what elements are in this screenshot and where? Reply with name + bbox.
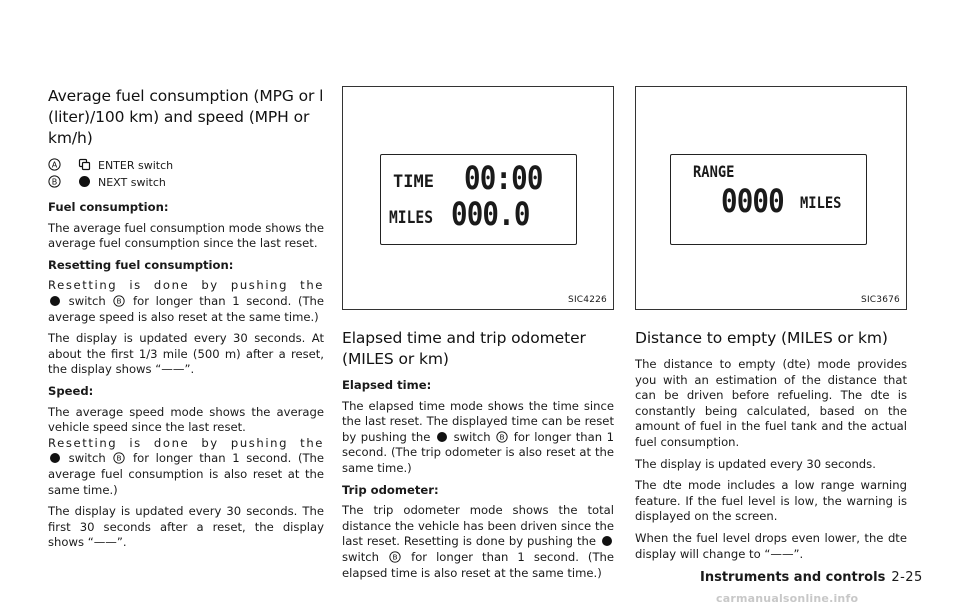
paragraph-fuel-update: The display is updated every 30 seconds. At about the first 1/3 mile (500 m) after a reset, the display shows “——”.: [48, 331, 324, 377]
paragraph-fuel-consumption: The average fuel consumption mode shows the average fuel consumption since the last reset.: [48, 220, 324, 251]
svg-text:B: B: [116, 453, 122, 463]
paragraph-dte-intro: The distance to empty (dte) mode provides you with an estimation of the distance that can be driven before refueling. The dte is constantly being calculated, based on the amount of fuel in the fuel tank and the actual fuel consumption.: [635, 357, 907, 449]
paragraph-dte-update: The display is updated every 30 seconds.: [635, 456, 876, 471]
subheading-trip-odometer: Trip odometer:: [342, 482, 439, 497]
paragraph-speed-reset-lead: Resetting is done by pushing the: [48, 435, 324, 450]
lcd-range-label: RANGE: [693, 162, 735, 181]
subheading-resetting-fuel: Resetting fuel consumption:: [48, 257, 234, 272]
figure-range-display: [635, 86, 907, 310]
lcd-range-value: 0000: [721, 182, 784, 220]
paragraph-elapsed-time: The elapsed time mode shows the time since the last reset. The displayed time can be reset by pushing the switch B for longer than 1 second. (The trip odometer is also reset at the same time.): [342, 398, 615, 475]
paragraph-reset-lead: Resetting is done by pushing the: [48, 278, 324, 293]
lcd-time-label: TIME: [393, 172, 434, 192]
watermark: carmanualsonline.info: [716, 592, 859, 605]
svg-text:B: B: [116, 296, 122, 306]
figure-code: SIC4226: [568, 295, 607, 305]
next-switch-icon: [49, 452, 61, 464]
callout-a-icon: [48, 158, 61, 171]
svg-text:B: B: [51, 176, 58, 186]
next-switch-icon: [78, 175, 91, 188]
subheading-fuel-consumption: Fuel consumption:: [48, 200, 169, 214]
svg-text:A: A: [51, 159, 58, 169]
column-elapsed-time: [342, 328, 614, 587]
lcd-time-value: 00:00: [464, 159, 543, 197]
next-switch-icon: [49, 295, 61, 307]
callout-b-icon: [389, 551, 401, 563]
paragraph-speed-reset: switch B for longer than 1 second. (The average fuel consumption is also reset at the same time.): [48, 451, 325, 497]
callout-b-icon: [113, 452, 125, 464]
switch-legend: [48, 157, 324, 191]
svg-text:B: B: [499, 432, 505, 442]
svg-text:B: B: [392, 552, 398, 562]
column-distance-to-empty: [635, 328, 907, 568]
lcd-range-unit: MILES: [800, 193, 842, 212]
enter-switch-icon: [78, 158, 92, 171]
paragraph-dte-lower: When the fuel level drops even lower, the dte display will change to “——”.: [635, 530, 907, 561]
page-footer: [700, 570, 923, 585]
section-heading-elapsed-time: Elapsed time and trip odometer (MILES or km): [342, 329, 586, 368]
page-number: 2-25: [891, 570, 923, 585]
paragraph-speed-update: The display is updated every 30 seconds. The first 30 seconds after a reset, the display shows “——”.: [48, 504, 324, 550]
legend-row-next: [48, 174, 324, 191]
lcd-display-range: [670, 154, 867, 245]
paragraph-reset-fuel: switch B for longer than 1 second. (The average speed is also reset at the same time.): [48, 293, 325, 324]
paragraph-dte-warning: The dte mode includes a low range warning feature. If the fuel level is low, the warning is displayed on the screen.: [635, 478, 907, 524]
figure-code: SIC3676: [861, 295, 900, 305]
subheading-elapsed-time: Elapsed time:: [342, 378, 432, 392]
section-heading-distance-to-empty: Distance to empty (MILES or km): [635, 329, 888, 347]
legend-row-enter: [48, 157, 324, 174]
lcd-display-time: [380, 154, 577, 245]
section-heading-average-fuel: Average fuel consumption (MPG or l (liter)/100 km) and speed (MPH or km/h): [48, 87, 324, 147]
footer-section-title: Instruments and controls: [700, 570, 886, 585]
next-switch-icon: [601, 535, 613, 547]
subheading-speed: Speed:: [48, 383, 94, 398]
paragraph-trip-odometer: The trip odometer mode shows the total distance the vehicle has been driven since the last reset. Resetting is done by pushing the switch B for longer than 1 second. (The elapsed time is also reset at the same time.): [342, 503, 615, 580]
lcd-miles-value: 000.0: [451, 195, 530, 233]
next-switch-icon: [436, 431, 448, 443]
paragraph-speed: The average speed mode shows the average vehicle speed since the last reset.: [48, 404, 324, 435]
callout-b-icon: [113, 295, 125, 307]
lcd-miles-label: MILES: [389, 208, 434, 228]
callout-b-icon: [48, 175, 61, 188]
column-average-fuel: [48, 0, 324, 557]
legend-label-next: NEXT switch: [98, 176, 166, 189]
figure-elapsed-time-display: [342, 86, 614, 310]
callout-b-icon: [496, 431, 508, 443]
legend-label-enter: ENTER switch: [98, 159, 174, 172]
